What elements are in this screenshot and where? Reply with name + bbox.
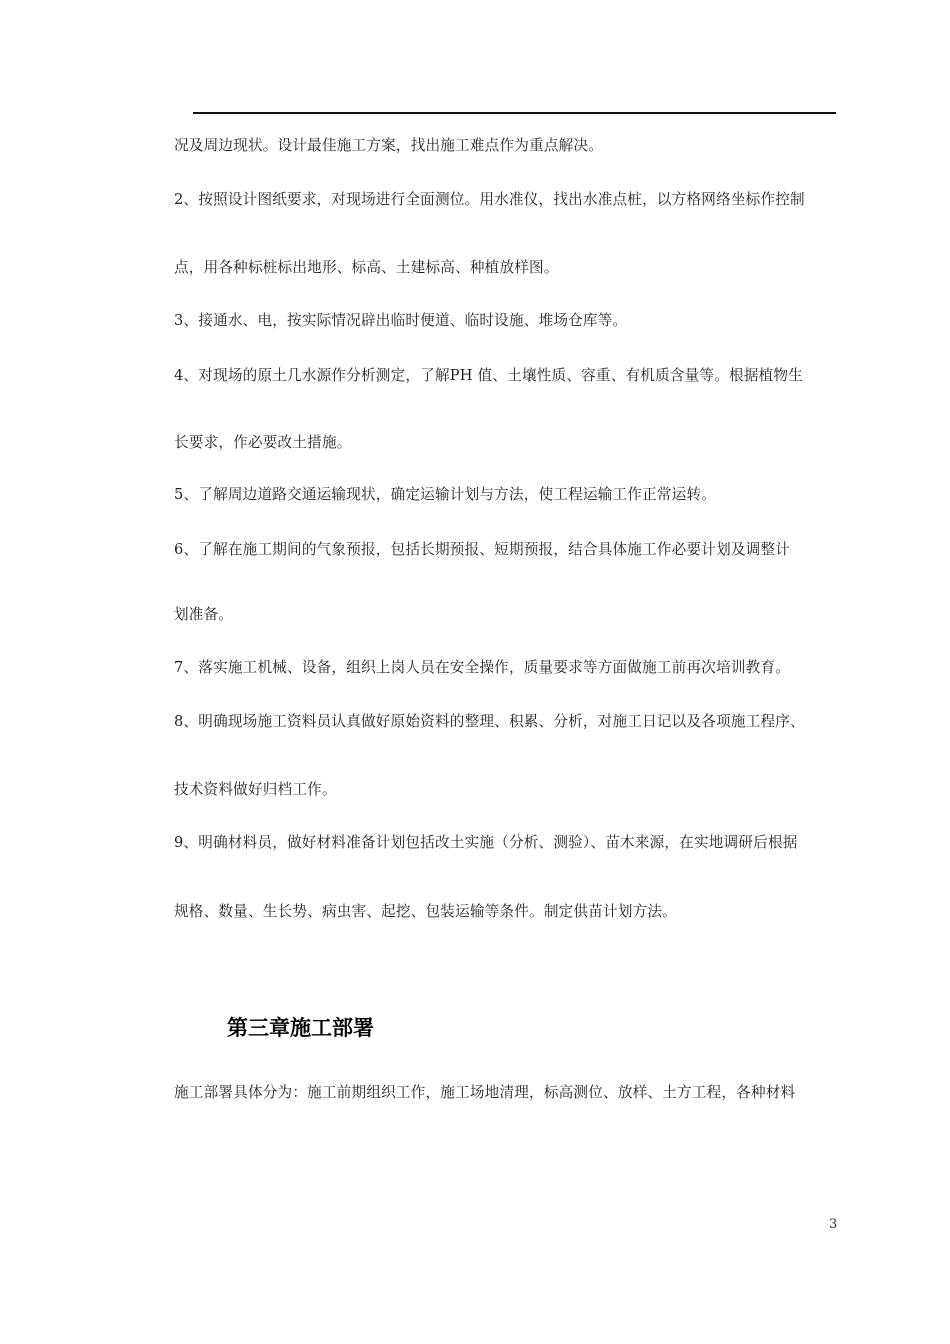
- header-rule: [193, 112, 836, 114]
- paragraph-line: 9、明确材料员，做好材料准备计划包括改土实施（分析、测验）、苗木来源，在实地调研后根据: [174, 834, 798, 851]
- paragraph-line: 划准备。: [174, 606, 234, 623]
- paragraph-line: 点，用各种标桩标出地形、标高、土建标高、种植放样图。: [174, 259, 559, 276]
- paragraph-line: 4、对现场的原土几水源作分析测定，了解PH 值、土壤性质、容重、有机质含量等。根据植物生: [174, 367, 804, 384]
- paragraph-line: 技术资料做好归档工作。: [174, 781, 337, 798]
- paragraph-line: 规格、数量、生长势、病虫害、起挖、包装运输等条件。制定供苗计划方法。: [174, 903, 677, 920]
- paragraph-line: 8、明确现场施工资料员认真做好原始资料的整理、积累、分析，对施工日记以及各项施工程序、: [174, 713, 805, 730]
- paragraph-line: 况及周边现状。设计最佳施工方案，找出施工难点作为重点解决。: [174, 137, 604, 154]
- paragraph-line: 5、了解周边道路交通运输现状，确定运输计划与方法，使工程运输工作正常运转。: [174, 486, 717, 503]
- paragraph-line: 6、了解在施工期间的气象预报，包括长期预报、短期预报，结合具体施工作必要计划及调整计: [174, 541, 791, 558]
- paragraph-line: 3、接通水、电，按实际情况辟出临时便道、临时设施、堆场仓库等。: [174, 312, 628, 329]
- chapter-body-line: 施工部署具体分为：施工前期组织工作，施工场地清理，标高测位、放样、土方工程，各种材料: [174, 1084, 796, 1101]
- paragraph-line: 7、落实施工机械、设备，组织上岗人员在安全操作，质量要求等方面做施工前再次培训教育。: [174, 659, 791, 676]
- page-number: 3: [829, 1217, 838, 1232]
- chapter-heading: 第三章施工部署: [227, 1016, 374, 1040]
- paragraph-line: 长要求，作必要改土措施。: [174, 434, 352, 451]
- paragraph-line: 2、按照设计图纸要求，对现场进行全面测位。用水准仪，找出水准点桩，以方格网络坐标作控制: [174, 191, 805, 208]
